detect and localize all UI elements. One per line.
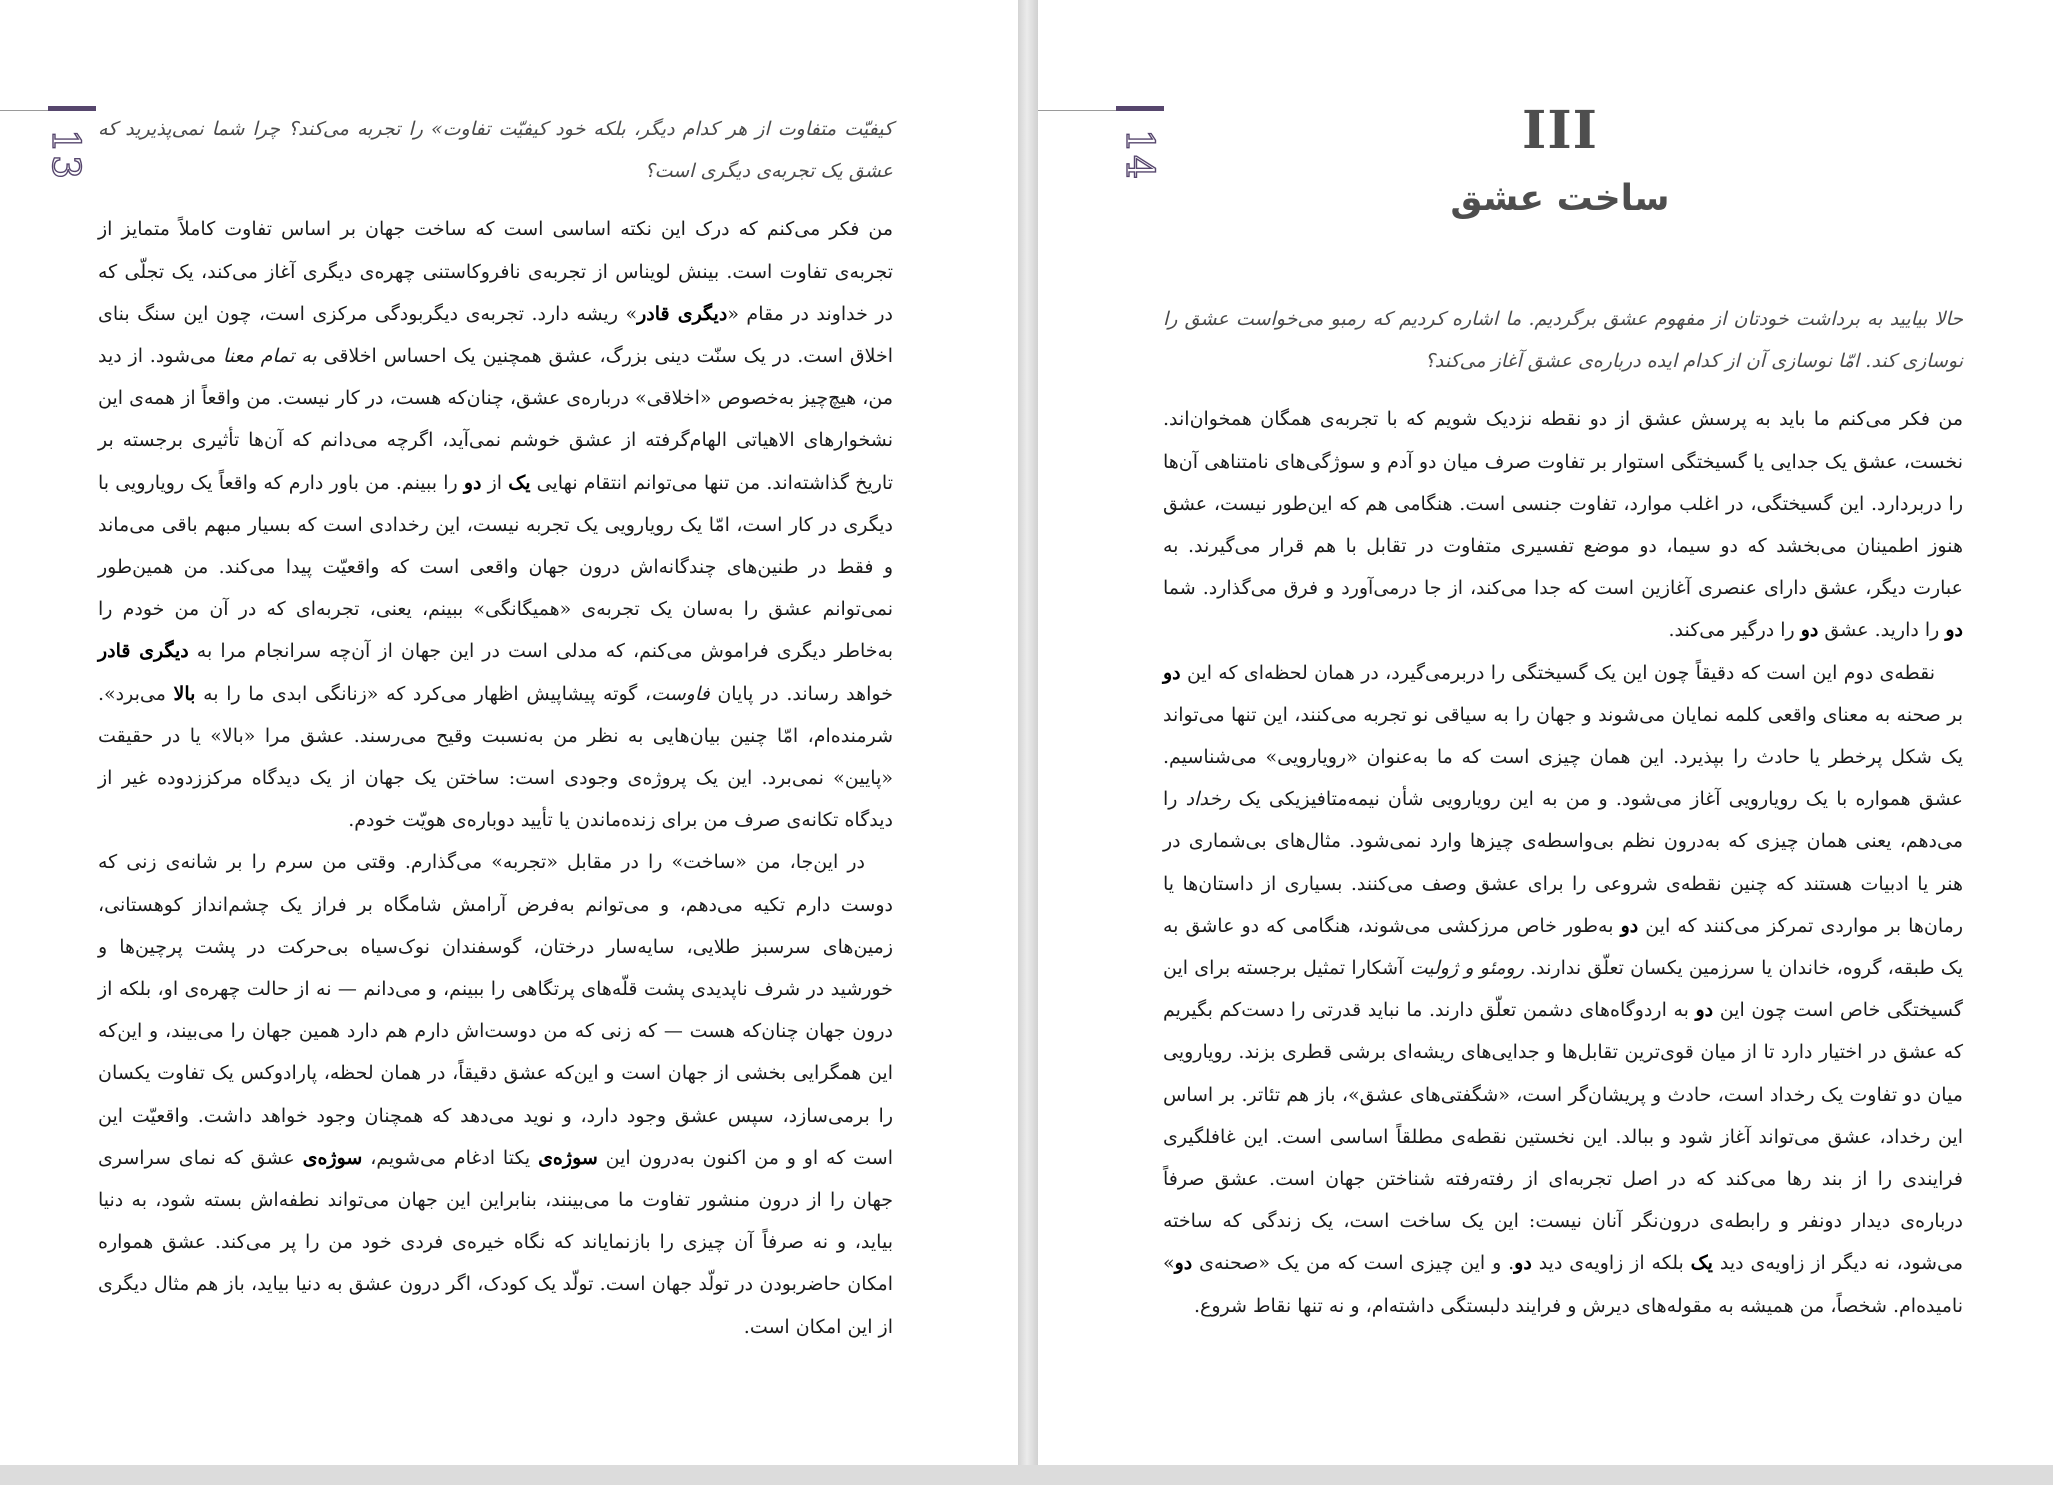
book-gutter [1018,0,1038,1465]
text-run: نقطه‌ی دوم این است که دقیقاً چون این یک گسیختگی را دربرمی‌گیرد، در همان لحظه‌ای که این [1180,661,1935,684]
bold-run: دو [1620,914,1639,937]
intro-question: کیفیّت متفاوت از هر کدام دیگر، بلکه خود کیفیّت تفاوت» را تجربه می‌کند؟ چرا شما نمی‌پذیرید که عشق یک تجربه‌ی دیگری است؟ [98,118,893,183]
bottom-strip [0,1465,2053,1485]
bold-run: دیگری قادر [637,302,728,325]
bold-run: سوژه‌ی [538,1146,598,1169]
italic-run: به تمام معنا [222,345,317,368]
text-run: » ریشه دارد. تجربه‌ی دیگربودگی مرکزی است، چون این سنگ بنای اخلاق است. در یک سنّت دینی بزرگ، عشق همچنین یک احساس اخلاقی [98,302,894,368]
paragraph [1163,398,1963,651]
bold-run: دو [1800,619,1819,642]
text-run: من فکر می‌کنم که درک این نکته اساسی است که ساخت جهان بر اساس تفاوت کاملاً متمایز از تجربه‌ی تفاوت است. بینش لویناس از تجربه‌ی نافروکاستنی چهره‌ی دیگری آغاز می‌کند، یک تجلّی که در خداوند در مقام « [98,218,894,325]
text-run: عشق که نمای سراسری جهان را از درون منشور تفاوت ما می‌بینند، بنابراین این جهان می‌تواند نطفه‌اش بسته شود، به دنیا بیاید، و نه صرفاً آن چیزی را بازنمایاند که نگاه خیره‌ی فردی خود من را پر می‌کند. عشق همواره امکان حاضربودن در تولّد جهان است. تولّد یک کودک، اگر درون عشق به دنیا بیاید، باز هم مثال دیگری از این امکان است. [98,1146,893,1338]
text-run: آشکارا تمثیل برجسته برای این گسیختگی خاص است چون این [1163,957,1963,1022]
text-run: را دارید. عشق [1818,619,1946,642]
italic-run: رومئو و ژولیت [1409,957,1524,980]
chapter-title: ساخت عشق [1450,178,1670,219]
header-accent-bar [1116,106,1164,111]
text-run: در این‌جا، من «ساخت» را در مقابل «تجربه» می‌گذارم. وقتی من سرم را بر شانه‌ی زنی که دوست دارم تکیه می‌دهم، و می‌توانم به‌فرض آرامش شامگاه بر فراز یک چشم‌انداز کوهستانی، زمین‌های سرسبز طلایی، سایه‌سار درختان، گوسفندان نوک‌سیاه بی‌حرکت در پشت پرچین‌ها و خورشید در شرف ناپدیدی پشت قلّه‌های پرتگاهی را ببینم، و می‌دانم — نه از حالت چهره‌ی او، بلکه از درون جهان چنان‌که هست — که زنی که من دوست‌اش دارم هم دارد همین جهان را می‌بیند، و این‌که این همگرایی بخشی از جهان است و این‌که عشق دقیقاً، در همان لحظه، پارادوکس یک تفاوت یکسان را برمی‌سازد، سپس عشق وجود دارد، و نوید می‌دهد که همچنان وجود خواهد داشت. واقعیّت این است که او و من اکنون به‌درون این [98,851,893,1169]
paragraph [98,208,893,841]
header-accent-bar [48,106,96,111]
bold-run: دو [1514,1252,1532,1275]
bold-run: یک [1690,1252,1713,1275]
text-run: ، گوته پیشاپیش اظهار می‌کرد که «زنانگی ابدی ما را به [195,682,652,705]
text-run: را ببینم. من باور دارم که واقعاً یک رویارویی با دیگری در کار است، امّا یک رویارویی یک تجربه نیست، این رخدادی است که بسیار مبهم باقی می‌ماند و فقط در طنین‌های چندگانه‌اش درون جهان واقعی است که واقعیّت پیدا می‌کند. من همین‌طور نمی‌توانم عشق را به‌سان یک تجربه‌ی «همیگانگی» ببینم، یعنی، تجربه‌ای که در آن من خودم را به‌خاطر دیگری فراموش می‌کنم، که مدلی است در این جهان از آن‌چه سرانجام مرا به [98,471,893,663]
bold-run: دو [1695,999,1714,1022]
text-run: » نامیده‌ام. شخصاً، من همیشه به مقوله‌های دیرش و فرایند دلبستگی داشته‌ام، و نه تنها نقاط شروع. [1163,1252,1963,1317]
text-run: بلکه از زاویه‌ی دید [1531,1252,1691,1275]
left-page-text [98,108,893,1348]
bold-run: دو [463,471,482,494]
text-run: خواهد رساند. در پایان [709,682,893,705]
paragraph [98,841,893,1347]
italic-run: رخداد [1185,788,1231,811]
bold-run: سوژه‌ی [302,1146,363,1169]
bold-run: بالا [173,682,196,705]
italic-run: فاوست [651,682,710,705]
page-number: 13 [44,128,88,182]
bold-run: یک [508,471,531,494]
intro-question: حالا بیایید به برداشت خودتان از مفهوم عشق برگردیم. ما اشاره کردیم که رمبو می‌خواست عشق را نوسازی کند. امّا نوسازی آن از کدام ایده درباره‌ی عشق آغاز می‌کند؟ [1163,308,1963,373]
chapter-number: III [1522,100,1598,161]
text-run: را می‌دهم، یعنی همان چیزی که به‌درون نظم بی‌واسطه‌ی چیزها وارد نمی‌شود. مثال‌های بی‌شماری در هنر یا ادبیات هستند که چنین نقطه‌ی شروعی را برای عشق وصف می‌کنند. بسیاری از داستان‌ها یا رمان‌ها بر مواردی تمرکز می‌کنند که این [1163,788,1963,937]
text-run: یکتا ادغام می‌شویم، [362,1146,539,1169]
paragraph [1163,652,1963,1327]
text-run: بر صحنه به معنای واقعی کلمه نمایان می‌شوند و جهان را به سیاقی نو تجربه می‌کنند، این تنها می‌تواند یک شکل پرخطر یا حادث را بپذیرد. این همان چیزی است که ما به‌عنوان «رویارویی» می‌شناسیم. عشق همواره با یک رویارویی آغاز می‌شود. و من به این رویارویی شأن نیمه‌متافیزیکی یک [1163,703,1963,811]
right-page-text [1163,298,1963,1327]
text-run: به اردوگاه‌های دشمن تعلّق دارند. ما نباید قدرتی را دست‌کم بگیریم که عشق در اختیار دارد تا از میان قوی‌ترین تقابل‌ها و جدایی‌های ریشه‌ای برشی قطری بزند. رویارویی میان دو تفاوت یک رخداد است، حادث و پریشان‌گر است، «شگفتی‌های عشق»، باز هم تئاتر. بر اساس این رخداد، عشق می‌تواند آغاز شود و ببالد. این نخستین نقطه‌ی مطلقاً اساسی است. این غافلگیری فرایندی را از بند رها می‌کند که در اصل تجربه‌ای از رفته‌رفته شناختن جهان است. عشق صرفاً درباره‌ی دیدار دونفر و رابطه‌ی درون‌نگر آنان نیست: این یک ساخت است، یک زندگی که ساخته می‌شود، نه دیگر از زاویه‌ی دید [1163,999,1963,1275]
text-run: من فکر می‌کنم ما باید به پرسش عشق از دو نقطه نزدیک شویم که با تجربه‌ی همگان همخوان‌اند. نخست، عشق یک جدایی یا گسیختگی استوار بر تفاوت صرف میان دو آدم و سوژگی‌های نامتناهی آن‌ها را دربردارد. این گسیختگی، در اغلب موارد، تفاوت جنسی است. هنگامی هم که این‌طور نیست، عشق هنوز اطمینان می‌بخشد که دو سیما، دو موضع تفسیری متفاوت در تقابل با هم قرار می‌گیرند. به عبارت دیگر، عشق دارای عنصری آغازین است که جدا می‌کند، از جا درمی‌آورد و فرق می‌گذارد. شما [1163,408,1963,600]
page-number: 14 [1118,128,1162,182]
text-run: می‌شود. از دید من، هیچ‌چیز به‌خصوص «اخلاقی» درباره‌ی عشق، چنان‌که هست، در کار نیست. من واقعاً از همه‌ی این نشخوارهای الاهیاتی الهام‌گرفته از عشق خوشم نمی‌آید، اگرچه می‌دانم که آن‌ها تأثیری برجسته بر تاریخ گذاشته‌اند. من تنها می‌توانم انتقام نهایی [98,345,893,494]
text-run: . و این چیزی است که من یک «صحنه‌ی [1192,1252,1515,1275]
left-page [0,0,1018,1465]
text-run: به‌طور خاص مرزکشی می‌شوند، هنگامی که دو عاشق به یک طبقه، گروه، خاندان یا سرزمین یکسان تعلّق ندارند. [1163,914,1963,980]
bold-run: دو [1945,619,1963,642]
text-run: را درگیر می‌کند. [1668,619,1801,642]
text-run: می‌برد». شرمنده‌ام، امّا چنین بیان‌هایی به نظر من به‌نسبت وقیح می‌رسند. عشق مرا «بالا» یا در حقیقت «پایین» نمی‌برد. این یک پروژه‌ی وجودی است: ساختن یک جهان از یک دیدگاه مرکززدوده غیر از دیدگاه تکانه‌ی صرف من برای زنده‌ماندن یا تأیید دوباره‌ی هویّت خودم. [98,682,893,832]
bold-run: دیگری قادر [98,640,189,663]
bold-run: دو [1163,661,1181,684]
bold-run: دو [1174,1252,1193,1275]
text-run: از [481,471,509,494]
